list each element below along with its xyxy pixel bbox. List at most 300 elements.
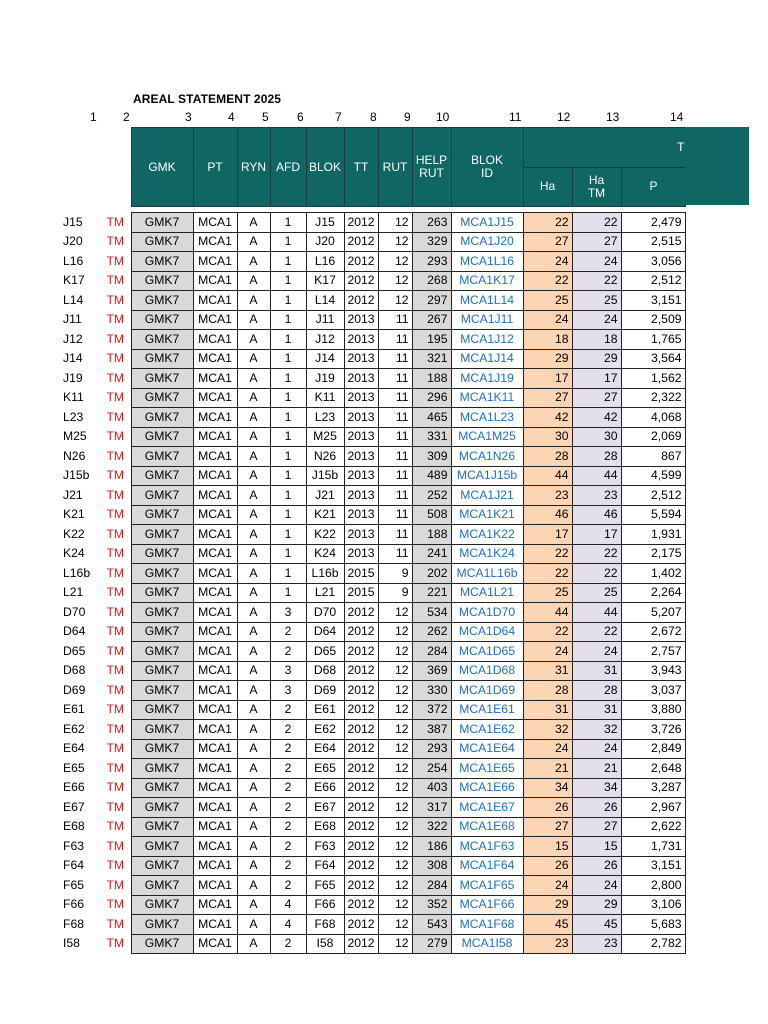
cell-p: 3,564 bbox=[621, 349, 685, 369]
cell-afd: 2 bbox=[270, 856, 306, 876]
cell-blok-id: MCA1N26 bbox=[451, 447, 523, 467]
column-number: 6 bbox=[297, 110, 304, 124]
cell-ha: 31 bbox=[523, 661, 572, 681]
status-tm: TM bbox=[106, 234, 125, 249]
cell-ha-tm: 23 bbox=[572, 934, 621, 954]
cell-pt: MCA1 bbox=[193, 486, 237, 506]
row-id: F66 bbox=[63, 897, 85, 912]
row-id: E62 bbox=[63, 721, 85, 736]
cell-blok: D64 bbox=[306, 622, 344, 642]
cell-pt: MCA1 bbox=[193, 291, 237, 311]
cell-help-rut: 254 bbox=[412, 759, 451, 779]
cell-tt: 2012 bbox=[344, 681, 378, 701]
cell-rut: 12 bbox=[378, 642, 412, 662]
header-blok-id-line1: BLOK bbox=[470, 153, 503, 167]
report-title: AREAL STATEMENT 2025 bbox=[133, 92, 282, 106]
cell-blok: F66 bbox=[306, 895, 344, 915]
cell-blok: J20 bbox=[306, 232, 344, 252]
cell-ryn: A bbox=[237, 310, 270, 330]
status-tm: TM bbox=[106, 682, 125, 697]
cell-ha: 15 bbox=[523, 837, 572, 857]
row-id: K17 bbox=[63, 273, 85, 288]
cell-pt: MCA1 bbox=[193, 661, 237, 681]
cell-ryn: A bbox=[237, 369, 270, 389]
cell-ha: 34 bbox=[523, 778, 572, 798]
table-row bbox=[60, 622, 685, 642]
cell-ha-tm: 29 bbox=[572, 895, 621, 915]
cell-help-rut: 465 bbox=[412, 408, 451, 428]
status-tm: TM bbox=[106, 507, 125, 522]
cell-blok-id: MCA1L23 bbox=[451, 408, 523, 428]
cell-ha-tm: 26 bbox=[572, 856, 621, 876]
cell-ryn: A bbox=[237, 213, 270, 233]
cell-rut: 12 bbox=[378, 778, 412, 798]
cell-p: 3,151 bbox=[621, 291, 685, 311]
cell-ha: 29 bbox=[523, 895, 572, 915]
cell-tt: 2012 bbox=[344, 661, 378, 681]
table-row bbox=[60, 349, 685, 369]
cell-ryn: A bbox=[237, 720, 270, 740]
cell-blok-id: MCA1F65 bbox=[451, 876, 523, 896]
status-tm: TM bbox=[106, 468, 125, 483]
cell-ha: 17 bbox=[523, 525, 572, 545]
cell-ha: 24 bbox=[523, 310, 572, 330]
cell-blok-id: MCA1E65 bbox=[451, 759, 523, 779]
cell-gmk: GMK7 bbox=[131, 213, 193, 233]
cell-blok-id: MCA1D70 bbox=[451, 603, 523, 623]
cell-help-rut: 279 bbox=[412, 934, 451, 954]
row-id: K21 bbox=[63, 507, 85, 522]
cell-ryn: A bbox=[237, 525, 270, 545]
cell-ha-tm: 31 bbox=[572, 700, 621, 720]
cell-pt: MCA1 bbox=[193, 798, 237, 818]
cell-ryn: A bbox=[237, 798, 270, 818]
cell-blok: J11 bbox=[306, 310, 344, 330]
cell-gmk: GMK7 bbox=[131, 817, 193, 837]
cell-pt: MCA1 bbox=[193, 505, 237, 525]
cell-help-rut: 186 bbox=[412, 837, 451, 857]
table-row bbox=[60, 505, 685, 525]
cell-rut: 9 bbox=[378, 583, 412, 603]
cell-ha: 22 bbox=[523, 213, 572, 233]
header-blok: BLOK bbox=[306, 128, 344, 207]
row-id: L16b bbox=[63, 565, 91, 580]
column-number: 14 bbox=[670, 110, 684, 124]
cell-ha-tm: 45 bbox=[572, 915, 621, 935]
table-row bbox=[60, 525, 685, 545]
status-tm: TM bbox=[106, 760, 125, 775]
cell-p: 2,264 bbox=[621, 583, 685, 603]
cell-help-rut: 293 bbox=[412, 252, 451, 272]
status-tm: TM bbox=[106, 429, 125, 444]
cell-afd: 1 bbox=[270, 330, 306, 350]
cell-blok-id: MCA1K17 bbox=[451, 271, 523, 291]
row-id: K22 bbox=[63, 526, 85, 541]
cell-ha: 25 bbox=[523, 291, 572, 311]
cell-pt: MCA1 bbox=[193, 759, 237, 779]
row-id: K24 bbox=[63, 546, 85, 561]
cell-p: 1,731 bbox=[621, 837, 685, 857]
table-row bbox=[60, 564, 685, 584]
cell-ryn: A bbox=[237, 934, 270, 954]
cell-tt: 2015 bbox=[344, 564, 378, 584]
cell-help-rut: 489 bbox=[412, 466, 451, 486]
cell-blok: F65 bbox=[306, 876, 344, 896]
cell-afd: 1 bbox=[270, 466, 306, 486]
cell-ha-tm: 42 bbox=[572, 408, 621, 428]
row-id: F68 bbox=[63, 916, 85, 931]
cell-ha-tm: 31 bbox=[572, 661, 621, 681]
cell-blok: D70 bbox=[306, 603, 344, 623]
cell-blok: E62 bbox=[306, 720, 344, 740]
cell-ha: 28 bbox=[523, 447, 572, 467]
cell-gmk: GMK7 bbox=[131, 564, 193, 584]
cell-afd: 2 bbox=[270, 622, 306, 642]
column-number: 4 bbox=[228, 110, 235, 124]
cell-rut: 11 bbox=[378, 427, 412, 447]
column-number: 9 bbox=[404, 110, 411, 124]
cell-p: 3,726 bbox=[621, 720, 685, 740]
cell-afd: 1 bbox=[270, 310, 306, 330]
cell-ha: 28 bbox=[523, 681, 572, 701]
cell-ha: 24 bbox=[523, 739, 572, 759]
cell-gmk: GMK7 bbox=[131, 856, 193, 876]
cell-ryn: A bbox=[237, 915, 270, 935]
cell-ha-tm: 27 bbox=[572, 388, 621, 408]
cell-afd: 1 bbox=[270, 213, 306, 233]
cell-ha: 23 bbox=[523, 486, 572, 506]
cell-ha: 18 bbox=[523, 330, 572, 350]
row-id: J21 bbox=[63, 487, 83, 502]
cell-rut: 11 bbox=[378, 408, 412, 428]
table-row bbox=[60, 739, 685, 759]
cell-p: 2,967 bbox=[621, 798, 685, 818]
cell-rut: 12 bbox=[378, 856, 412, 876]
cell-gmk: GMK7 bbox=[131, 330, 193, 350]
status-tm: TM bbox=[106, 799, 125, 814]
cell-gmk: GMK7 bbox=[131, 271, 193, 291]
header-afd: AFD bbox=[270, 128, 306, 207]
row-id: J11 bbox=[63, 312, 82, 327]
table-row bbox=[60, 310, 685, 330]
cell-blok-id: MCA1J11 bbox=[451, 310, 523, 330]
cell-tt: 2012 bbox=[344, 778, 378, 798]
cell-blok-id: MCA1L14 bbox=[451, 291, 523, 311]
table-row bbox=[60, 856, 685, 876]
cell-p: 3,287 bbox=[621, 778, 685, 798]
cell-tt: 2012 bbox=[344, 837, 378, 857]
cell-rut: 12 bbox=[378, 661, 412, 681]
cell-ryn: A bbox=[237, 837, 270, 857]
header-band-extension bbox=[685, 127, 749, 205]
cell-p: 2,757 bbox=[621, 642, 685, 662]
cell-help-rut: 543 bbox=[412, 915, 451, 935]
cell-pt: MCA1 bbox=[193, 466, 237, 486]
status-tm: TM bbox=[106, 292, 125, 307]
cell-afd: 2 bbox=[270, 778, 306, 798]
row-id: L23 bbox=[63, 409, 84, 424]
cell-ryn: A bbox=[237, 349, 270, 369]
cell-help-rut: 202 bbox=[412, 564, 451, 584]
table-row bbox=[60, 934, 685, 954]
header-ha-tm-line1: Ha bbox=[588, 172, 605, 187]
header-ha-tm-line2: TM bbox=[587, 185, 606, 200]
cell-ha-tm: 24 bbox=[572, 252, 621, 272]
cell-help-rut: 252 bbox=[412, 486, 451, 506]
cell-p: 3,106 bbox=[621, 895, 685, 915]
cell-rut: 12 bbox=[378, 291, 412, 311]
status-tm: TM bbox=[106, 838, 125, 853]
cell-gmk: GMK7 bbox=[131, 310, 193, 330]
cell-help-rut: 329 bbox=[412, 232, 451, 252]
cell-pt: MCA1 bbox=[193, 213, 237, 233]
cell-blok: M25 bbox=[306, 427, 344, 447]
cell-blok-id: MCA1M25 bbox=[451, 427, 523, 447]
cell-blok: D69 bbox=[306, 681, 344, 701]
cell-p: 4,599 bbox=[621, 466, 685, 486]
row-id: F63 bbox=[63, 838, 85, 853]
status-tm: TM bbox=[106, 273, 125, 288]
table-row bbox=[60, 778, 685, 798]
cell-help-rut: 322 bbox=[412, 817, 451, 837]
cell-rut: 12 bbox=[378, 252, 412, 272]
cell-ha: 22 bbox=[523, 271, 572, 291]
table-row bbox=[60, 583, 685, 603]
cell-ha: 24 bbox=[523, 876, 572, 896]
cell-blok-id: MCA1D64 bbox=[451, 622, 523, 642]
cell-ha-tm: 21 bbox=[572, 759, 621, 779]
cell-tt: 2012 bbox=[344, 642, 378, 662]
table-row bbox=[60, 817, 685, 837]
cell-pt: MCA1 bbox=[193, 427, 237, 447]
cell-tt: 2012 bbox=[344, 759, 378, 779]
cell-rut: 12 bbox=[378, 603, 412, 623]
status-tm: TM bbox=[106, 487, 125, 502]
cell-gmk: GMK7 bbox=[131, 895, 193, 915]
table-row bbox=[60, 642, 685, 662]
column-number: 10 bbox=[436, 110, 450, 124]
cell-help-rut: 268 bbox=[412, 271, 451, 291]
cell-p: 2,322 bbox=[621, 388, 685, 408]
cell-blok: J21 bbox=[306, 486, 344, 506]
cell-pt: MCA1 bbox=[193, 232, 237, 252]
cell-pt: MCA1 bbox=[193, 817, 237, 837]
cell-blok: L16b bbox=[306, 564, 344, 584]
cell-gmk: GMK7 bbox=[131, 700, 193, 720]
cell-ha: 26 bbox=[523, 798, 572, 818]
cell-rut: 11 bbox=[378, 447, 412, 467]
cell-pt: MCA1 bbox=[193, 642, 237, 662]
cell-help-rut: 188 bbox=[412, 369, 451, 389]
cell-tt: 2013 bbox=[344, 310, 378, 330]
cell-p: 1,765 bbox=[621, 330, 685, 350]
cell-ha-tm: 22 bbox=[572, 213, 621, 233]
status-tm: TM bbox=[106, 936, 125, 951]
cell-tt: 2012 bbox=[344, 876, 378, 896]
cell-pt: MCA1 bbox=[193, 564, 237, 584]
cell-pt: MCA1 bbox=[193, 895, 237, 915]
cell-ryn: A bbox=[237, 388, 270, 408]
cell-afd: 4 bbox=[270, 915, 306, 935]
cell-blok-id: MCA1D68 bbox=[451, 661, 523, 681]
cell-tt: 2012 bbox=[344, 739, 378, 759]
cell-blok-id: MCA1D69 bbox=[451, 681, 523, 701]
cell-rut: 12 bbox=[378, 895, 412, 915]
header-group-t: T bbox=[523, 128, 685, 168]
column-number: 11 bbox=[509, 110, 522, 124]
status-tm: TM bbox=[106, 565, 125, 580]
cell-ryn: A bbox=[237, 603, 270, 623]
cell-ryn: A bbox=[237, 681, 270, 701]
cell-blok: L23 bbox=[306, 408, 344, 428]
cell-afd: 2 bbox=[270, 817, 306, 837]
cell-p: 3,151 bbox=[621, 856, 685, 876]
status-tm: TM bbox=[106, 546, 125, 561]
cell-help-rut: 293 bbox=[412, 739, 451, 759]
status-tm: TM bbox=[106, 604, 125, 619]
cell-ryn: A bbox=[237, 544, 270, 564]
cell-ryn: A bbox=[237, 408, 270, 428]
cell-blok: I58 bbox=[306, 934, 344, 954]
cell-pt: MCA1 bbox=[193, 408, 237, 428]
row-id: L16 bbox=[63, 253, 84, 268]
table-row bbox=[60, 408, 685, 428]
cell-gmk: GMK7 bbox=[131, 486, 193, 506]
cell-afd: 2 bbox=[270, 720, 306, 740]
table-row bbox=[60, 759, 685, 779]
cell-ha: 24 bbox=[523, 642, 572, 662]
cell-rut: 12 bbox=[378, 739, 412, 759]
cell-gmk: GMK7 bbox=[131, 759, 193, 779]
cell-p: 2,648 bbox=[621, 759, 685, 779]
cell-blok: K21 bbox=[306, 505, 344, 525]
cell-afd: 4 bbox=[270, 895, 306, 915]
cell-ha: 29 bbox=[523, 349, 572, 369]
row-id: F64 bbox=[63, 858, 85, 873]
row-id: L21 bbox=[63, 585, 84, 600]
cell-help-rut: 372 bbox=[412, 700, 451, 720]
cell-ha: 24 bbox=[523, 252, 572, 272]
cell-rut: 12 bbox=[378, 915, 412, 935]
cell-ha-tm: 28 bbox=[572, 447, 621, 467]
cell-ha-tm: 27 bbox=[572, 817, 621, 837]
cell-tt: 2012 bbox=[344, 895, 378, 915]
column-number: 1 bbox=[90, 110, 97, 124]
cell-gmk: GMK7 bbox=[131, 661, 193, 681]
header-help-rut-line1: HELP bbox=[415, 153, 448, 167]
cell-ryn: A bbox=[237, 700, 270, 720]
cell-p: 1,931 bbox=[621, 525, 685, 545]
cell-tt: 2012 bbox=[344, 232, 378, 252]
cell-blok-id: MCA1J15b bbox=[451, 466, 523, 486]
table-row bbox=[60, 837, 685, 857]
cell-blok: E64 bbox=[306, 739, 344, 759]
cell-ha-tm: 22 bbox=[572, 271, 621, 291]
table-row bbox=[60, 915, 685, 935]
cell-p: 3,056 bbox=[621, 252, 685, 272]
cell-tt: 2013 bbox=[344, 388, 378, 408]
cell-blok-id: MCA1L21 bbox=[451, 583, 523, 603]
cell-ryn: A bbox=[237, 330, 270, 350]
row-id: E61 bbox=[63, 702, 85, 717]
cell-gmk: GMK7 bbox=[131, 681, 193, 701]
cell-ha: 22 bbox=[523, 564, 572, 584]
cell-tt: 2012 bbox=[344, 271, 378, 291]
row-id: J15 bbox=[63, 214, 83, 229]
cell-pt: MCA1 bbox=[193, 876, 237, 896]
cell-gmk: GMK7 bbox=[131, 603, 193, 623]
column-number: 12 bbox=[557, 110, 571, 124]
cell-pt: MCA1 bbox=[193, 583, 237, 603]
header-blok-id-line2: ID bbox=[481, 166, 493, 180]
cell-rut: 12 bbox=[378, 720, 412, 740]
cell-afd: 1 bbox=[270, 447, 306, 467]
cell-p: 1,562 bbox=[621, 369, 685, 389]
cell-afd: 1 bbox=[270, 564, 306, 584]
cell-afd: 1 bbox=[270, 271, 306, 291]
header-p: P bbox=[621, 167, 685, 207]
cell-pt: MCA1 bbox=[193, 310, 237, 330]
cell-ha-tm: 17 bbox=[572, 525, 621, 545]
cell-ryn: A bbox=[237, 661, 270, 681]
cell-tt: 2012 bbox=[344, 915, 378, 935]
cell-blok-id: MCA1J21 bbox=[451, 486, 523, 506]
cell-tt: 2012 bbox=[344, 817, 378, 837]
row-id: D68 bbox=[63, 663, 86, 678]
cell-tt: 2015 bbox=[344, 583, 378, 603]
cell-gmk: GMK7 bbox=[131, 622, 193, 642]
cell-blok-id: MCA1J15 bbox=[451, 213, 523, 233]
cell-afd: 1 bbox=[270, 544, 306, 564]
cell-blok: K22 bbox=[306, 525, 344, 545]
cell-pt: MCA1 bbox=[193, 603, 237, 623]
column-number: 7 bbox=[335, 110, 342, 124]
cell-gmk: GMK7 bbox=[131, 544, 193, 564]
cell-afd: 1 bbox=[270, 486, 306, 506]
row-id: E66 bbox=[63, 780, 85, 795]
cell-tt: 2012 bbox=[344, 798, 378, 818]
cell-p: 2,175 bbox=[621, 544, 685, 564]
cell-ha-tm: 30 bbox=[572, 427, 621, 447]
cell-ha-tm: 32 bbox=[572, 720, 621, 740]
cell-rut: 12 bbox=[378, 876, 412, 896]
cell-help-rut: 331 bbox=[412, 427, 451, 447]
cell-blok-id: MCA1K22 bbox=[451, 525, 523, 545]
table-row bbox=[60, 603, 685, 623]
cell-ha-tm: 23 bbox=[572, 486, 621, 506]
cell-ha-tm: 34 bbox=[572, 778, 621, 798]
cell-blok: K11 bbox=[306, 388, 344, 408]
cell-ryn: A bbox=[237, 427, 270, 447]
cell-ryn: A bbox=[237, 739, 270, 759]
cell-ryn: A bbox=[237, 564, 270, 584]
cell-ha-tm: 25 bbox=[572, 291, 621, 311]
cell-gmk: GMK7 bbox=[131, 427, 193, 447]
header-rut: RUT bbox=[378, 128, 412, 207]
cell-ha-tm: 17 bbox=[572, 369, 621, 389]
cell-help-rut: 267 bbox=[412, 310, 451, 330]
cell-blok-id: MCA1K11 bbox=[451, 388, 523, 408]
cell-ha: 25 bbox=[523, 583, 572, 603]
cell-ha-tm: 27 bbox=[572, 232, 621, 252]
cell-blok: J14 bbox=[306, 349, 344, 369]
cell-rut: 11 bbox=[378, 310, 412, 330]
cell-afd: 1 bbox=[270, 427, 306, 447]
row-id: F65 bbox=[63, 877, 85, 892]
column-number: 8 bbox=[370, 110, 377, 124]
cell-gmk: GMK7 bbox=[131, 583, 193, 603]
header-ha: Ha bbox=[523, 167, 572, 207]
